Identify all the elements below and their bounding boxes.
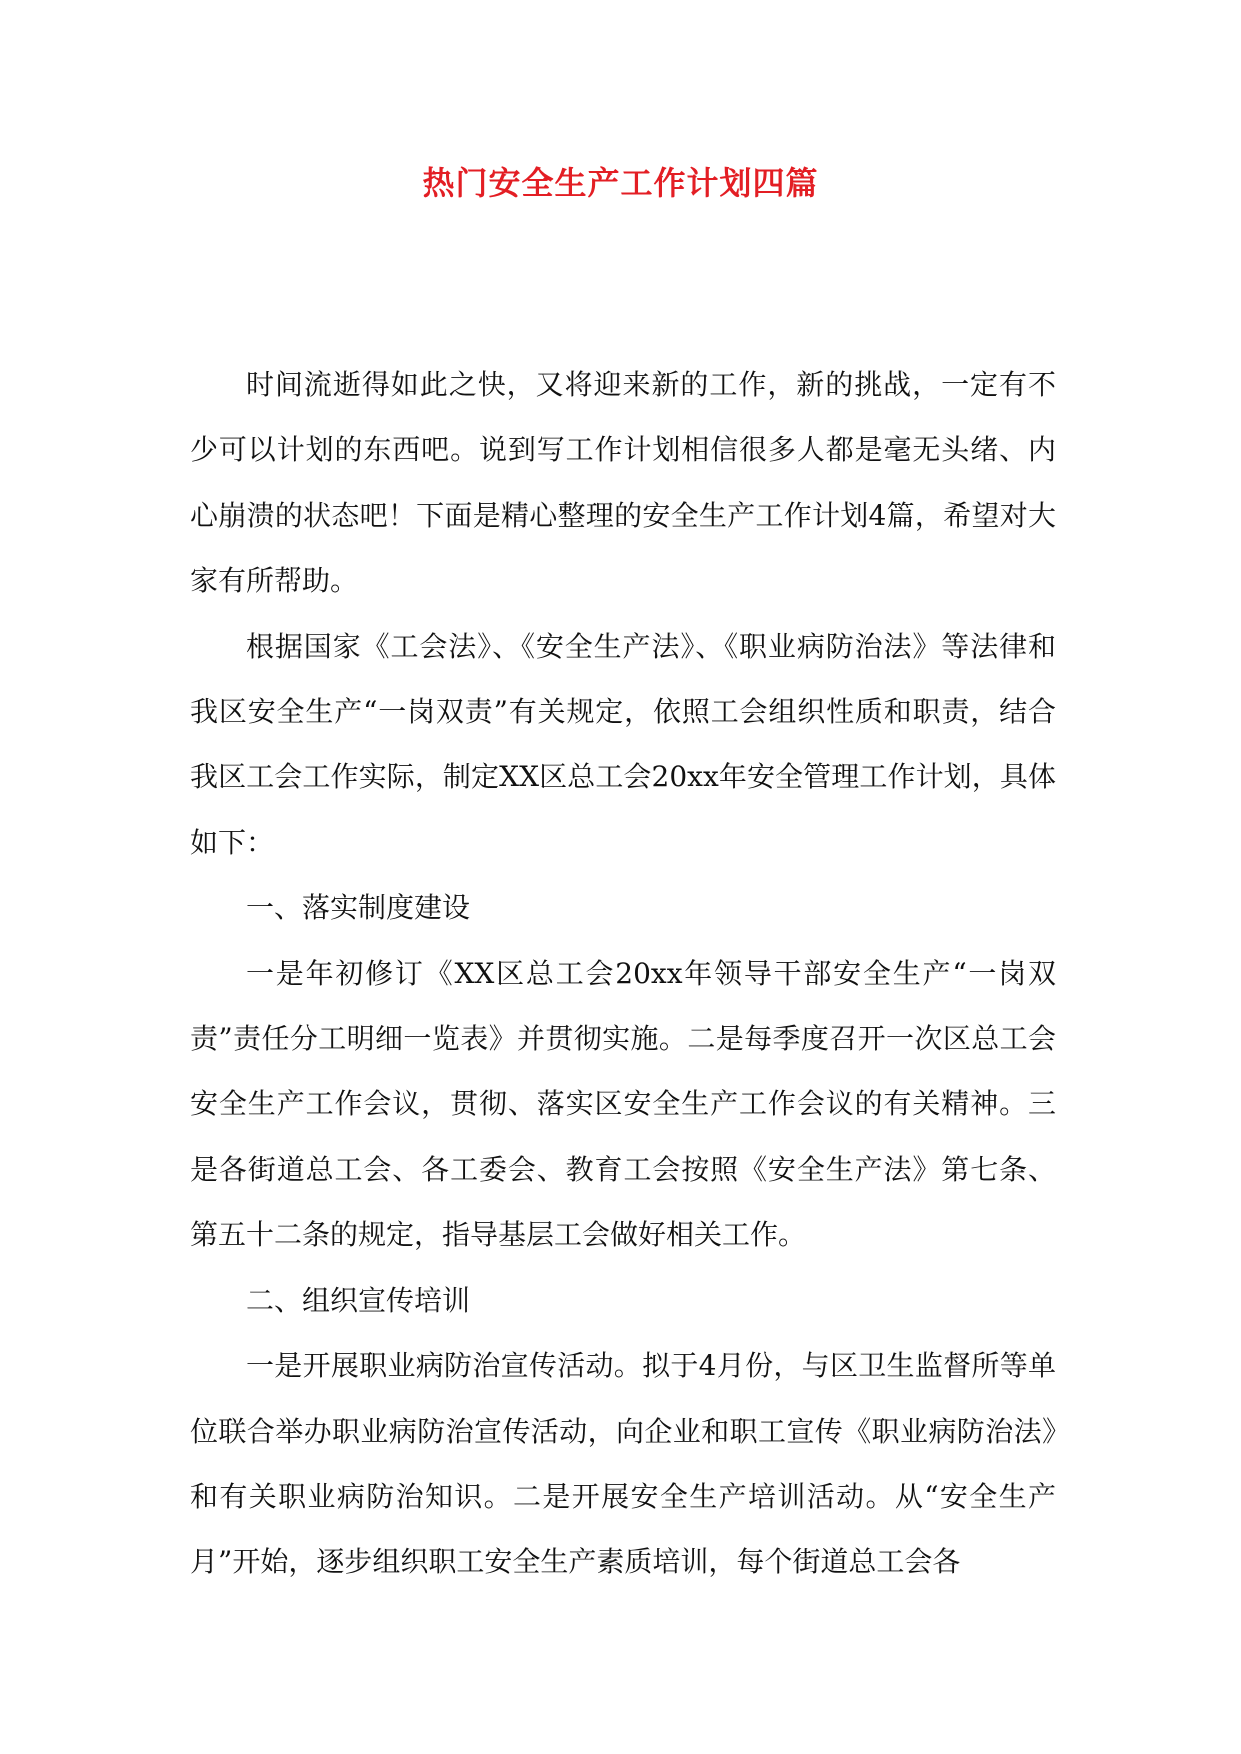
section-heading-2: 二、组织宣传培训 <box>246 1283 471 1317</box>
basis-paragraph: 根据国家《工会法》、《安全生产法》、《职业病防治法》等法律和我区安全生产“一岗双责”有关规定，依照工会组织性质和职责，结合我区工会工作实际，制定XX区总工会20xx年安全管理工作计划，具体如下： <box>190 629 1056 859</box>
intro-paragraph: 时间流逝得如此之快，又将迎来新的工作，新的挑战，一定有不少可以计划的东西吧。说到写工作计划相信很多人都是毫无头绪、内心崩溃的状态吧！下面是精心整理的安全生产工作计划4篇，希望对大家有所帮助。 <box>190 368 1056 598</box>
document-body <box>190 352 1056 1595</box>
section-1-paragraph: 一是年初修订《XX区总工会20xx年领导干部安全生产“一岗双责”责任分工明细一览表》并贯彻实施。二是每季度召开一次区总工会安全生产工作会议，贯彻、落实区安全生产工作会议的有关精神。三是各街道总工会、各工委会、教育工会按照《安全生产法》第七条、第五十二条的规定，指导基层工会做好相关工作。 <box>190 956 1056 1252</box>
section-2-paragraph: 一是开展职业病防治宣传活动。拟于4月份，与区卫生监督所等单位联合举办职业病防治宣传活动，向企业和职工宣传《职业病防治法》和有关职业病防治知识。二是开展安全生产培训活动。从“安全生产月”开始，逐步组织职工安全生产素质培训，每个街道总工会各 <box>190 1349 1056 1579</box>
section-heading-1: 一、落实制度建设 <box>246 891 471 925</box>
document-title: 热门安全生产工作计划四篇 <box>422 164 819 202</box>
